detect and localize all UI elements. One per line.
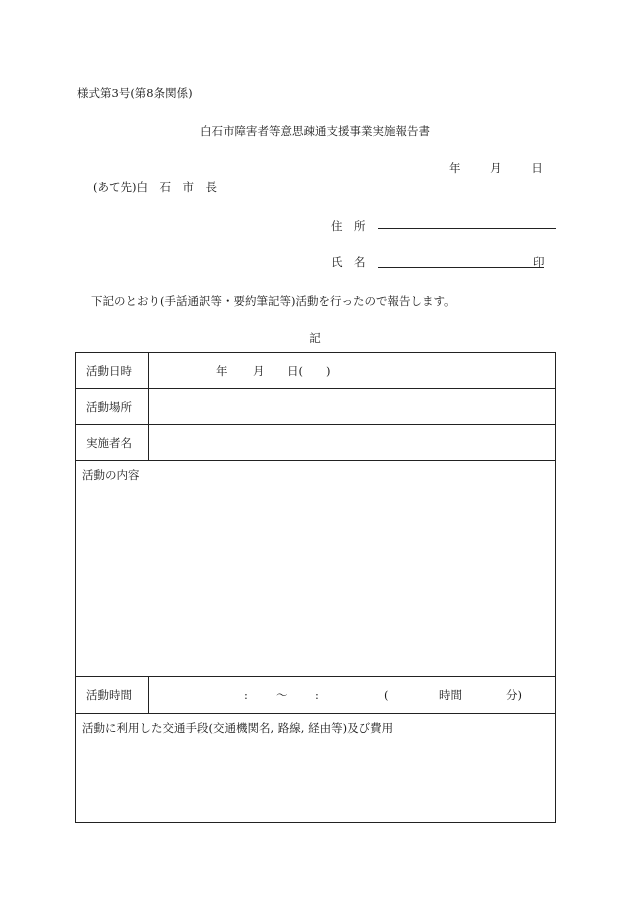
activity-date-label: 活動日時 [76, 353, 149, 388]
date-year-label: 年 [449, 161, 461, 175]
start-time-colon: : [244, 688, 248, 702]
duration-open-paren: ( [384, 688, 389, 702]
activity-date-year: 年 [216, 363, 228, 378]
content-field[interactable] [76, 461, 555, 676]
end-time-colon: : [315, 688, 319, 702]
performer-label: 実施者名 [76, 425, 149, 460]
document-title: 白石市障害者等意思疎通支援事業実施報告書 [200, 124, 430, 138]
transport-row [76, 714, 555, 822]
activity-date-day: 日( ) [287, 363, 331, 378]
form-number: 様式第3号(第8条関係) [77, 86, 193, 100]
performer-row [76, 425, 555, 461]
time-range-tilde: 〜 [276, 688, 288, 702]
date-month-label: 月 [490, 161, 502, 175]
location-label: 活動場所 [76, 389, 149, 424]
address-label: 住 所 [331, 219, 366, 233]
activity-time-field[interactable] [149, 677, 555, 713]
addressee: (あて先)白 石 市 長 [93, 180, 217, 194]
content-row [76, 461, 555, 677]
transport-label: 活動に利用した交通手段(交通機関名, 路線, 経由等)及び費用 [82, 721, 394, 735]
activity-time-row [76, 677, 555, 714]
duration-hours-label: 時間 [439, 688, 462, 702]
transport-field[interactable] [76, 714, 555, 822]
location-row [76, 389, 555, 425]
ki-label: 記 [309, 331, 321, 345]
name-field[interactable] [378, 267, 544, 268]
activity-date-month: 月 [253, 363, 265, 378]
report-table [75, 352, 556, 823]
name-label: 氏 名 [331, 255, 366, 269]
location-field[interactable] [149, 389, 555, 424]
date-day-label: 日 [531, 161, 543, 175]
submission-date [449, 160, 569, 176]
address-field[interactable] [378, 228, 556, 229]
activity-time-label: 活動時間 [76, 677, 149, 713]
intro-text: 下記のとおり(手話通訳等・要約筆記等)活動を行ったので報告します。 [91, 294, 456, 308]
activity-date-row [76, 353, 555, 389]
content-label: 活動の内容 [82, 468, 140, 482]
activity-date-field[interactable] [149, 353, 555, 388]
performer-field[interactable] [149, 425, 555, 460]
duration-minutes-label: 分) [506, 688, 522, 702]
seal-mark: 印 [533, 255, 545, 269]
